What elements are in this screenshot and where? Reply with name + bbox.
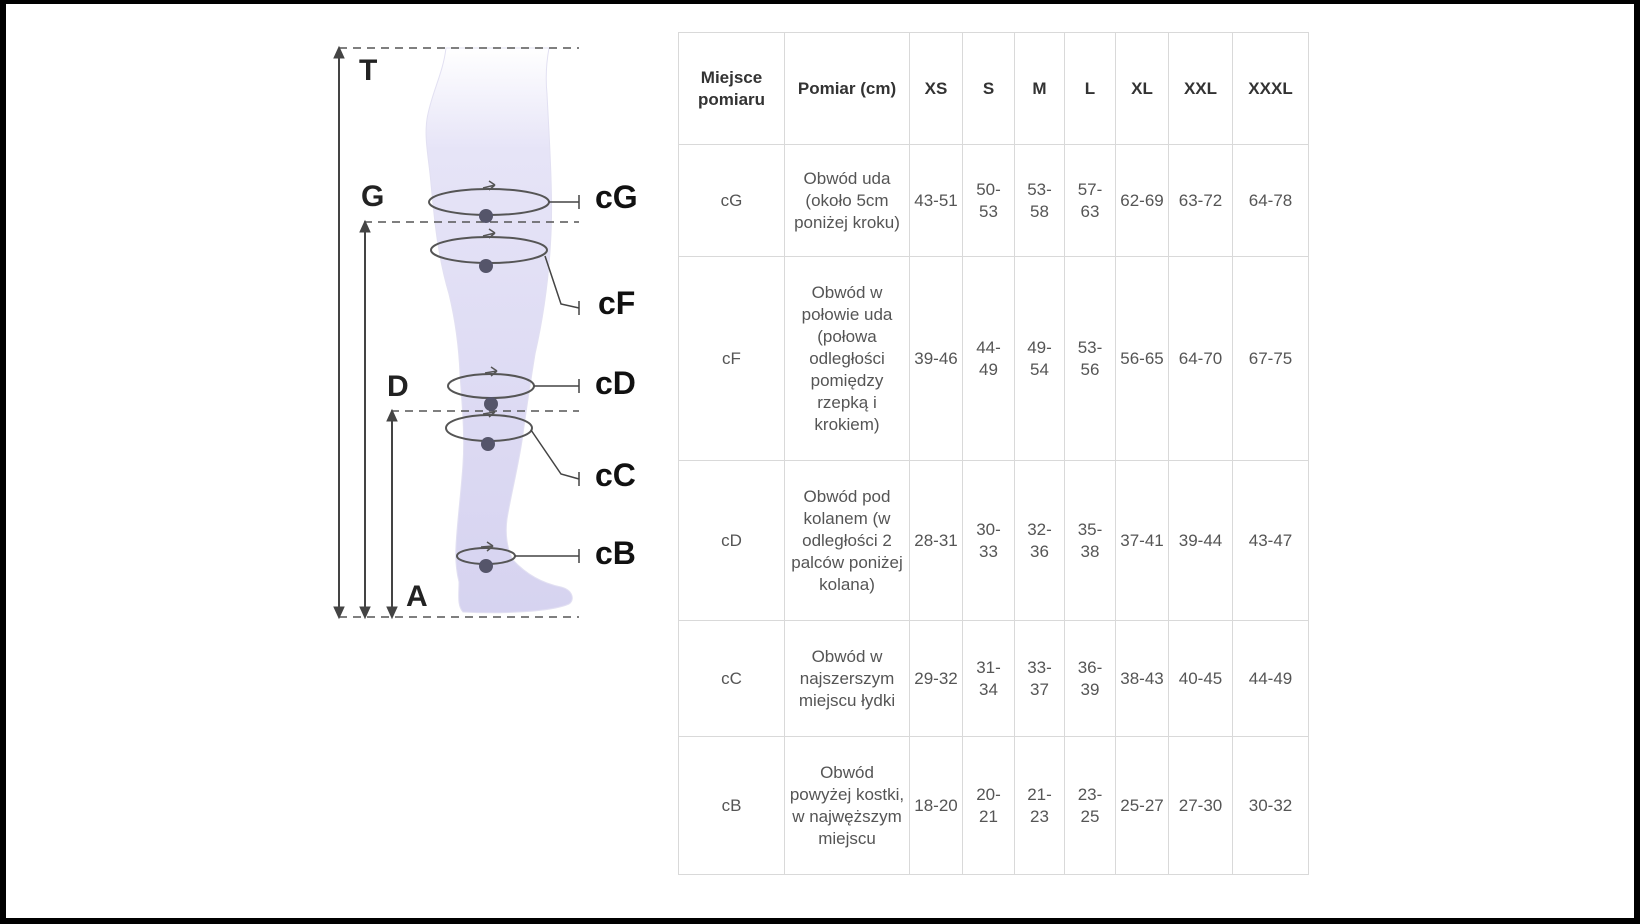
leader-cd — [534, 379, 579, 393]
table-header-row — [679, 33, 1309, 145]
header-size-xxxl: XXXL — [1233, 33, 1309, 145]
row-location: cB — [679, 737, 785, 875]
size-table — [678, 32, 1309, 875]
page-canvas — [6, 4, 1634, 918]
leg-measurement-diagram — [331, 34, 676, 654]
dimension-label-g: G — [361, 180, 385, 213]
table-row — [679, 621, 1309, 737]
row-value-l: 53-56 — [1065, 257, 1116, 461]
dot-cg — [479, 209, 493, 223]
d-dimension-arrow — [387, 410, 397, 618]
header-measure: Pomiar (cm) — [785, 33, 910, 145]
leader-cb — [515, 549, 579, 563]
row-value-xxl: 63-72 — [1169, 145, 1233, 257]
dot-cf — [479, 259, 493, 273]
dot-cb — [479, 559, 493, 573]
row-location: cF — [679, 257, 785, 461]
row-value-xs: 28-31 — [910, 461, 963, 621]
row-location: cG — [679, 145, 785, 257]
row-value-l: 35-38 — [1065, 461, 1116, 621]
dimension-label-a: A — [406, 580, 428, 613]
header-location: Miejsce pomiaru — [679, 33, 785, 145]
row-value-xxl: 64-70 — [1169, 257, 1233, 461]
row-value-l: 23-25 — [1065, 737, 1116, 875]
row-value-xxxl: 30-32 — [1233, 737, 1309, 875]
dot-cc — [481, 437, 495, 451]
row-value-s: 44-49 — [963, 257, 1015, 461]
row-value-xxl: 27-30 — [1169, 737, 1233, 875]
row-value-xxxl: 67-75 — [1233, 257, 1309, 461]
measure-label-cd: cD — [595, 365, 636, 401]
row-location: cC — [679, 621, 785, 737]
leg-silhouette — [426, 48, 572, 613]
row-description: Obwód pod kolanem (w odległości 2 palców poniżej kolana) — [785, 461, 910, 621]
row-description: Obwód powyżej kostki, w najwęższym miejscu — [785, 737, 910, 875]
dimension-label-t: T — [359, 54, 378, 87]
row-value-s: 31-34 — [963, 621, 1015, 737]
measure-label-cc: cC — [595, 457, 636, 493]
table-row — [679, 461, 1309, 621]
row-value-xl: 25-27 — [1116, 737, 1169, 875]
row-value-xxl: 40-45 — [1169, 621, 1233, 737]
table-row — [679, 257, 1309, 461]
header-size-l: L — [1065, 33, 1116, 145]
row-value-xs: 18-20 — [910, 737, 963, 875]
row-description: Obwód w najszerszym miejscu łydki — [785, 621, 910, 737]
row-value-xxl: 39-44 — [1169, 461, 1233, 621]
row-value-xxxl: 43-47 — [1233, 461, 1309, 621]
measure-label-cb: cB — [595, 535, 636, 571]
header-size-xl: XL — [1116, 33, 1169, 145]
row-value-l: 36-39 — [1065, 621, 1116, 737]
row-value-xl: 38-43 — [1116, 621, 1169, 737]
table-row — [679, 145, 1309, 257]
t-dimension-arrow — [334, 47, 344, 618]
leader-cg — [549, 195, 579, 209]
row-value-xl: 37-41 — [1116, 461, 1169, 621]
row-value-xxxl: 64-78 — [1233, 145, 1309, 257]
measure-label-cg: cG — [595, 179, 638, 215]
row-value-m: 21-23 — [1015, 737, 1065, 875]
row-value-xxxl: 44-49 — [1233, 621, 1309, 737]
row-value-xs: 39-46 — [910, 257, 963, 461]
measure-label-cf: cF — [598, 285, 636, 321]
leader-cc — [531, 430, 579, 486]
row-description: Obwód w połowie uda (połowa odległości pomiędzy rzepką i krokiem) — [785, 257, 910, 461]
table-row — [679, 737, 1309, 875]
row-value-s: 50-53 — [963, 145, 1015, 257]
row-value-xl: 62-69 — [1116, 145, 1169, 257]
dot-cd — [484, 397, 498, 411]
row-value-xs: 29-32 — [910, 621, 963, 737]
leader-cf — [545, 256, 579, 315]
header-size-xs: XS — [910, 33, 963, 145]
header-size-xxl: XXL — [1169, 33, 1233, 145]
row-value-l: 57-63 — [1065, 145, 1116, 257]
row-location: cD — [679, 461, 785, 621]
row-value-m: 53-58 — [1015, 145, 1065, 257]
row-value-m: 49-54 — [1015, 257, 1065, 461]
g-dimension-arrow — [360, 221, 370, 618]
row-value-m: 33-37 — [1015, 621, 1065, 737]
header-size-m: M — [1015, 33, 1065, 145]
row-value-xl: 56-65 — [1116, 257, 1169, 461]
row-value-s: 20-21 — [963, 737, 1015, 875]
row-value-m: 32-36 — [1015, 461, 1065, 621]
dimension-label-d: D — [387, 370, 409, 403]
row-description: Obwód uda (około 5cm poniżej kroku) — [785, 145, 910, 257]
row-value-xs: 43-51 — [910, 145, 963, 257]
row-value-s: 30-33 — [963, 461, 1015, 621]
header-size-s: S — [963, 33, 1015, 145]
